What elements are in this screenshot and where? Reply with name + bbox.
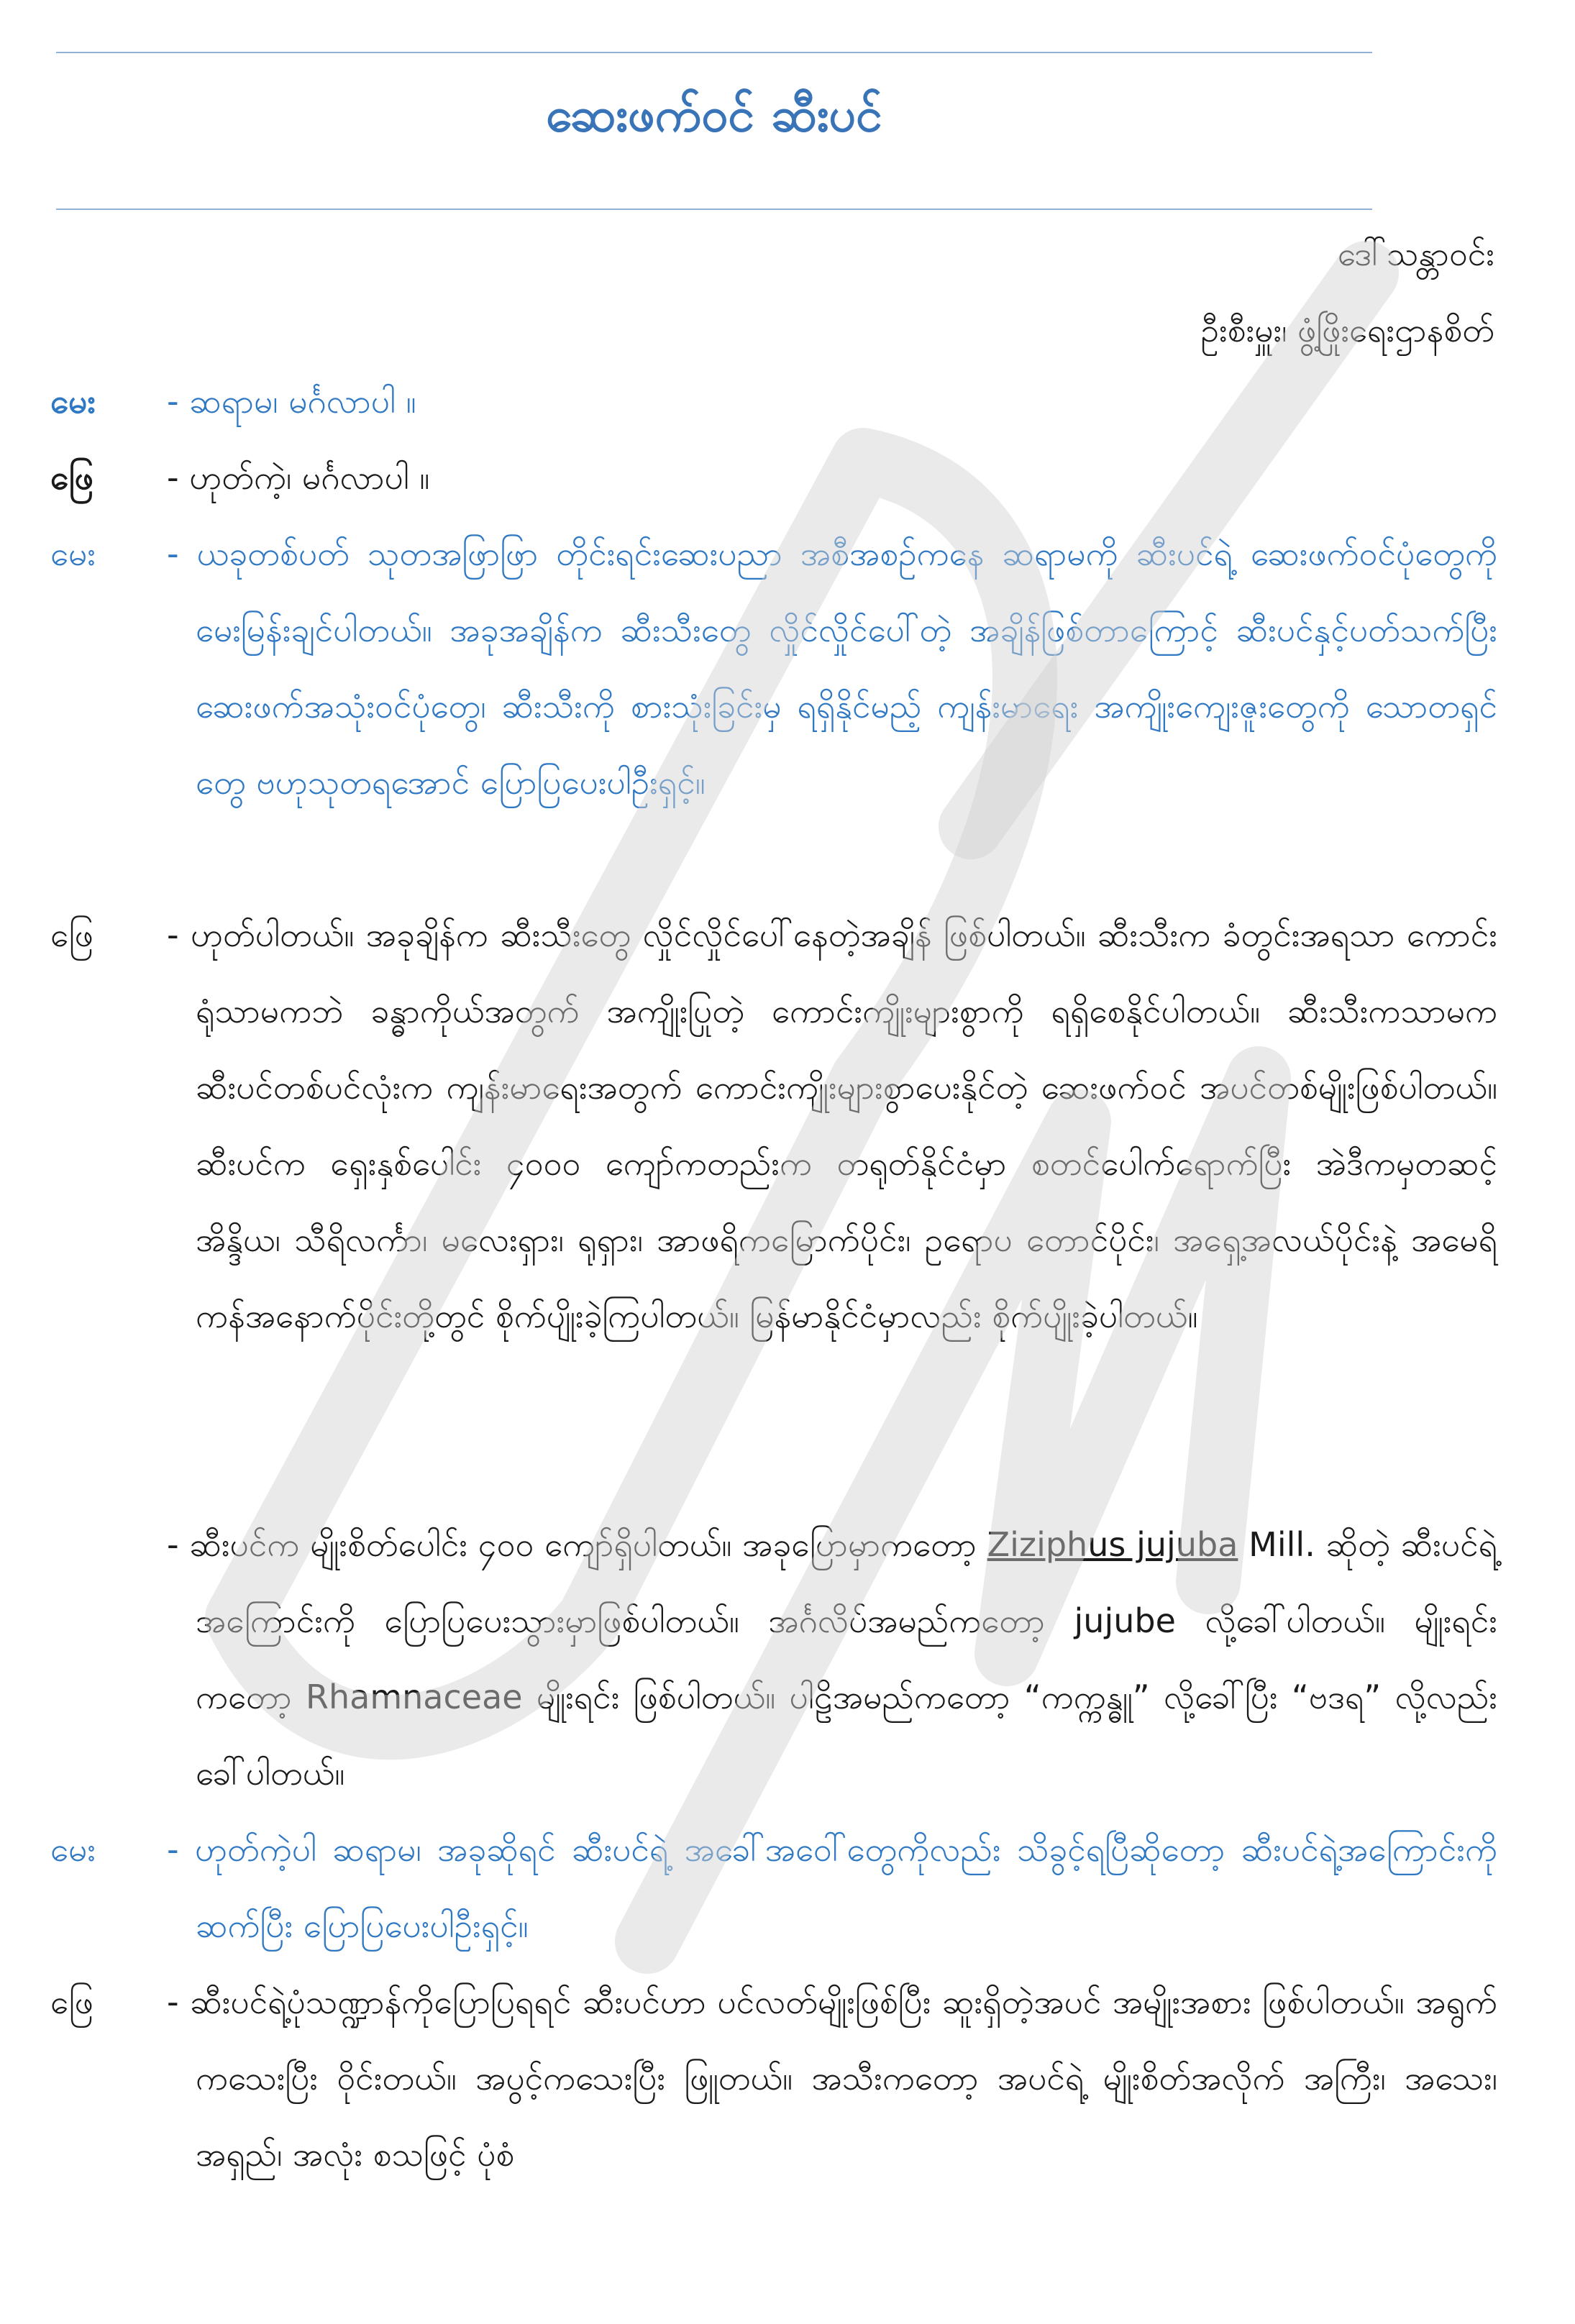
document-title: ဆေးဖက်ဝင် ဆီးပင် xyxy=(546,87,882,142)
question-text: - ဆရာမ၊ မင်္ဂလာပါ ။ xyxy=(167,382,416,421)
scientific-name: Ziziphus jujuba xyxy=(987,1525,1238,1564)
author-name: ဒေါ်သန္တာဝင်း xyxy=(1337,234,1494,273)
answer-text-part: Mill. ဆိုတဲ့ ဆီးပင်ရဲ့အကြောင်းကို ပြောပြပေးသွားမှာဖြစ်ပါတယ်။ အင်္ဂလိပ်အမည်ကတော့ jujube လို့ခေါ်ပါတယ်။ မျိုးရင်းကတော့ Rhamnaceae မျိုးရင်း ဖြစ်ပါတယ်။ ပါဠိအမည်ကတော့ “ကက္ကန္ဓူ” လို့ခေါ်ပြီး “ဗဒရ” လို့လည်း ခေါ်ပါတယ်။ xyxy=(196,1525,1497,1793)
title-bottom-rule xyxy=(56,209,1372,210)
answer-text: - ဟုတ်ပါတယ်။ အခုချိန်က ဆီးသီးတွေ လှိုင်လှိုင်ပေါ်နေတဲ့အချိန် ဖြစ်ပါတယ်။ ဆီးသီးက ခံတွင်းအရသာ ကောင်းရုံသာမကဘဲ ခန္ဓာကိုယ်အတွက် အကျိုးပြုတဲ့ ကောင်းကျိုးများစွာကို ရရှိစေနိုင်ပါတယ်။ ဆီးသီးကသာမက ဆီးပင်တစ်ပင်လုံးက ကျန်းမာရေးအတွက် ကောင်းကျိုးများစွာပေးနိုင်တဲ့ ဆေးဖက်ဝင် အပင်တစ်မျိုးဖြစ်ပါတယ်။ ဆီးပင်က ရှေးနှစ်ပေါင်း ၄၀၀၀ ကျော်ကတည်းက တရုတ်နိုင်ငံမှာ စတင်ပေါက်ရောက်ပြီး အဲဒီကမှတဆင့် အိန္ဒိယ၊ သီရိလင်္ကာ၊ မလေးရှား၊ ရုရှား၊ အာဖရိကမြောက်ပိုင်း၊ ဥရောပ တောင်ပိုင်း၊ အရှေ့အလယ်ပိုင်းနဲ့ အမေရိကန်အနောက်ပိုင်းတို့တွင် စိုက်ပျိုးခဲ့ကြပါတယ်။ မြန်မာနိုင်ငံမှာလည်း စိုက်ပျိုးခဲ့ပါတယ်။ xyxy=(167,915,1497,1335)
speaker-label: မေး xyxy=(50,534,96,573)
speaker-label: ဖြေ xyxy=(50,1982,93,2021)
answer-block xyxy=(50,897,1497,1354)
question-text: - ဟုတ်ကဲ့ပါ ဆရာမ၊ အခုဆိုရင် ဆီးပင်ရဲ့ အခေါ်အဝေါ်တွေကိုလည်း သိခွင့်ရပြီဆိုတော့ ဆီးပင်ရဲ့အကြောင်းကို ဆက်ပြီး ပြောပြပေးပါဦးရှင့်။ xyxy=(167,1830,1497,1945)
question-block xyxy=(50,1811,1497,1964)
speaker-label: ဖြေ xyxy=(50,458,93,497)
question-block xyxy=(50,363,1497,439)
author-block xyxy=(1200,216,1494,368)
answer-block xyxy=(50,439,1497,516)
answer-text-part: - ဆီးပင်က မျိုးစိတ်ပေါင်း ၄၀၀ ကျော်ရှိပါတယ်။ အခုပြောမှာကတော့ xyxy=(167,1525,987,1564)
question-block xyxy=(50,516,1497,820)
question-text: - ယခုတစ်ပတ် သုတအဖြာဖြာ တိုင်းရင်းဆေးပညာ အစီအစဉ်ကနေ ဆရာမကို ဆီးပင်ရဲ့ ဆေးဖက်ဝင်ပုံတွေကို မေးမြန်းချင်ပါတယ်။ အခုအချိန်က ဆီးသီးတွေ လှိုင်လှိုင်ပေါ်တဲ့ အချိန်ဖြစ်တာကြောင့် ဆီးပင်နှင့်ပတ်သက်ပြီး ဆေးဖက်အသုံးဝင်ပုံတွေ၊ ဆီးသီးကို စားသုံးခြင်းမှ ရရှိနိုင်မည့် ကျန်းမာရေး အကျိုးကျေးဇူးတွေကို သောတရှင်တွေ ဗဟုသုတရအောင် ပြောပြပေးပါဦးရှင့်။ xyxy=(167,534,1497,802)
speaker-label: မေး xyxy=(50,1830,96,1869)
top-rule xyxy=(56,52,1372,53)
answer-text xyxy=(167,1506,1497,1811)
author-role: ဦးစီးမှူး၊ ဖွံ့ဖြိုးရေးဌာနစိတ် xyxy=(1200,311,1494,349)
speaker-label: မေး xyxy=(50,382,96,421)
speaker-label: ဖြေ xyxy=(50,915,93,954)
answer-text: - ဆီးပင်ရဲ့ပုံသဏ္ဍာန်ကိုပြောပြရရင် ဆီးပင်ဟာ ပင်လတ်မျိုးဖြစ်ပြီး ဆူးရှိတဲ့အပင် အမျိုးအစား ဖြစ်ပါတယ်။ အရွက်ကသေးပြီး ဝိုင်းတယ်။ အပွင့်ကသေးပြီး ဖြူတယ်။ အသီးကတော့ အပင်ရဲ့ မျိုးစိတ်အလိုက် အကြီး၊ အသေး၊ အရှည်၊ အလုံး စသဖြင့် ပုံစံ xyxy=(167,1982,1497,2174)
answer-block xyxy=(50,1964,1497,2192)
answer-continuation xyxy=(50,1506,1497,1811)
answer-text: - ဟုတ်ကဲ့၊ မင်္ဂလာပါ ။ xyxy=(167,458,430,497)
